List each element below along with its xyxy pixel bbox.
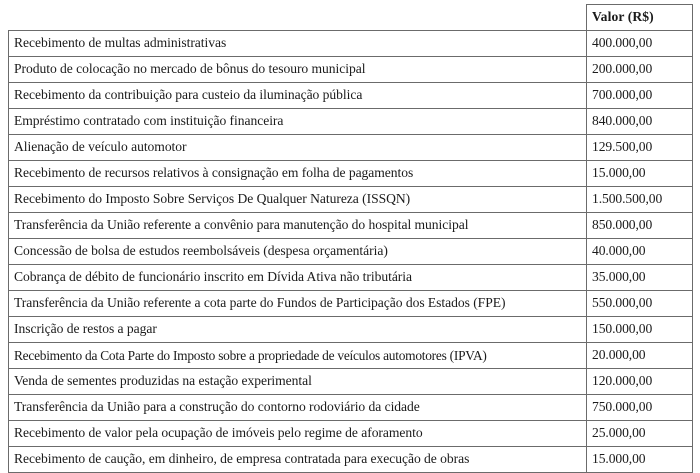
entry-value-cell: 200.000,00 [587, 57, 693, 83]
entry-value-cell: 15.000,00 [587, 161, 693, 187]
entry-description-cell: Recebimento da contribuição para custeio da iluminação pública [9, 83, 587, 109]
entry-description-cell: Recebimento da Cota Parte do Imposto sobre a propriedade de veículos automotores (IPVA) [9, 343, 587, 369]
entry-description-cell: Recebimento do Imposto Sobre Serviços De Qualquer Natureza (ISSQN) [9, 187, 587, 213]
table-row [9, 239, 693, 265]
table-row [9, 57, 693, 83]
entry-value-cell: 840.000,00 [587, 109, 693, 135]
table-row [9, 213, 693, 239]
entry-description-cell: Cobrança de débito de funcionário inscrito em Dívida Ativa não tributária [9, 265, 587, 291]
entry-value-cell: 150.000,00 [587, 317, 693, 343]
entry-description-cell: Inscrição de restos a pagar [9, 317, 587, 343]
table-body [9, 31, 693, 473]
entry-description-cell: Transferência da União para a construção do contorno rodoviário da cidade [9, 395, 587, 421]
entry-value-cell: 550.000,00 [587, 291, 693, 317]
entry-value-cell: 129.500,00 [587, 135, 693, 161]
entry-description-cell: Transferência da União referente a cota parte do Fundos de Participação dos Estados (FPE) [9, 291, 587, 317]
entry-description-cell: Empréstimo contratado com instituição financeira [9, 109, 587, 135]
entry-description-cell: Alienação de veículo automotor [9, 135, 587, 161]
entry-description-cell: Recebimento de recursos relativos à consignação em folha de pagamentos [9, 161, 587, 187]
entry-value-cell: 120.000,00 [587, 369, 693, 395]
table-row [9, 421, 693, 447]
entry-value-cell: 15.000,00 [587, 447, 693, 473]
entry-description-cell: Concessão de bolsa de estudos reembolsáveis (despesa orçamentária) [9, 239, 587, 265]
table-row [9, 447, 693, 473]
entry-value-cell: 35.000,00 [587, 265, 693, 291]
table-row [9, 187, 693, 213]
entry-value-cell: 20.000,00 [587, 343, 693, 369]
table-row [9, 369, 693, 395]
table-header [9, 5, 693, 31]
table-row [9, 317, 693, 343]
entry-description-cell: Transferência da União referente a convênio para manutenção do hospital municipal [9, 213, 587, 239]
entry-description-cell: Produto de colocação no mercado de bônus do tesouro municipal [9, 57, 587, 83]
column-header-value: Valor (R$) [587, 5, 693, 31]
entry-value-cell: 400.000,00 [587, 31, 693, 57]
table-row [9, 83, 693, 109]
table-row [9, 161, 693, 187]
entry-value-cell: 40.000,00 [587, 239, 693, 265]
entry-value-cell: 700.000,00 [587, 83, 693, 109]
entry-description-cell: Recebimento de multas administrativas [9, 31, 587, 57]
entry-description-cell: Venda de sementes produzidas na estação experimental [9, 369, 587, 395]
table-row [9, 265, 693, 291]
financial-entries-table [8, 4, 693, 473]
table-row [9, 135, 693, 161]
column-header-description [9, 5, 587, 31]
entry-description-cell: Recebimento de caução, em dinheiro, de empresa contratada para execução de obras [9, 447, 587, 473]
table-row [9, 109, 693, 135]
table-row [9, 395, 693, 421]
table-row [9, 291, 693, 317]
entry-value-cell: 1.500.500,00 [587, 187, 693, 213]
entry-value-cell: 750.000,00 [587, 395, 693, 421]
table-row [9, 31, 693, 57]
entry-value-cell: 850.000,00 [587, 213, 693, 239]
table-header-row [9, 5, 693, 31]
entry-description-cell: Recebimento de valor pela ocupação de imóveis pelo regime de aforamento [9, 421, 587, 447]
table-row [9, 343, 693, 369]
entry-value-cell: 25.000,00 [587, 421, 693, 447]
